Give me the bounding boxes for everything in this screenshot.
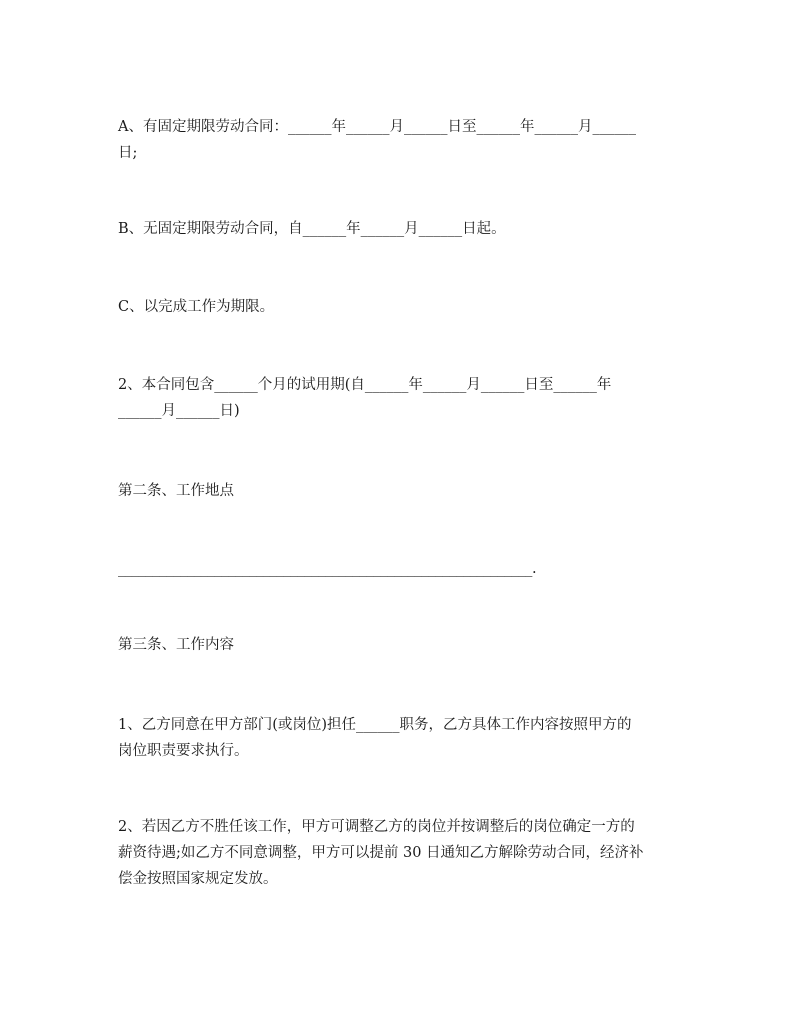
- clause-task-based-contract: C、以完成工作为期限。: [118, 299, 275, 315]
- clause-fixed-term-contract: A、有固定期限劳动合同：______年______月______日至______年______月______ 日;: [118, 119, 636, 161]
- heading-article-2-workplace: 第二条、工作地点: [118, 483, 234, 499]
- clause-open-ended-contract: B、无固定期限劳动合同，自______年______月______日起。: [118, 221, 506, 237]
- clause-position-adjustment: 2、若因乙方不胜任该工作，甲方可调整乙方的岗位并按调整后的岗位确定一方的 薪资待遇;如乙方不同意调整，甲方可以提前 30 日通知乙方解除劳动合同，经济补 偿金按照国家规定发放。: [118, 819, 644, 887]
- heading-article-3-job-content: 第三条、工作内容: [118, 637, 234, 653]
- clause-probation-period: 2、本合同包含______个月的试用期(自______年______月______日至______年 ______月______日): [118, 377, 612, 419]
- workplace-blank-line: ____________________________________________________________.: [118, 561, 537, 577]
- clause-job-position: 1、乙方同意在甲方部门(或岗位)担任______职务，乙方具体工作内容按照甲方的 岗位职责要求执行。: [118, 717, 632, 759]
